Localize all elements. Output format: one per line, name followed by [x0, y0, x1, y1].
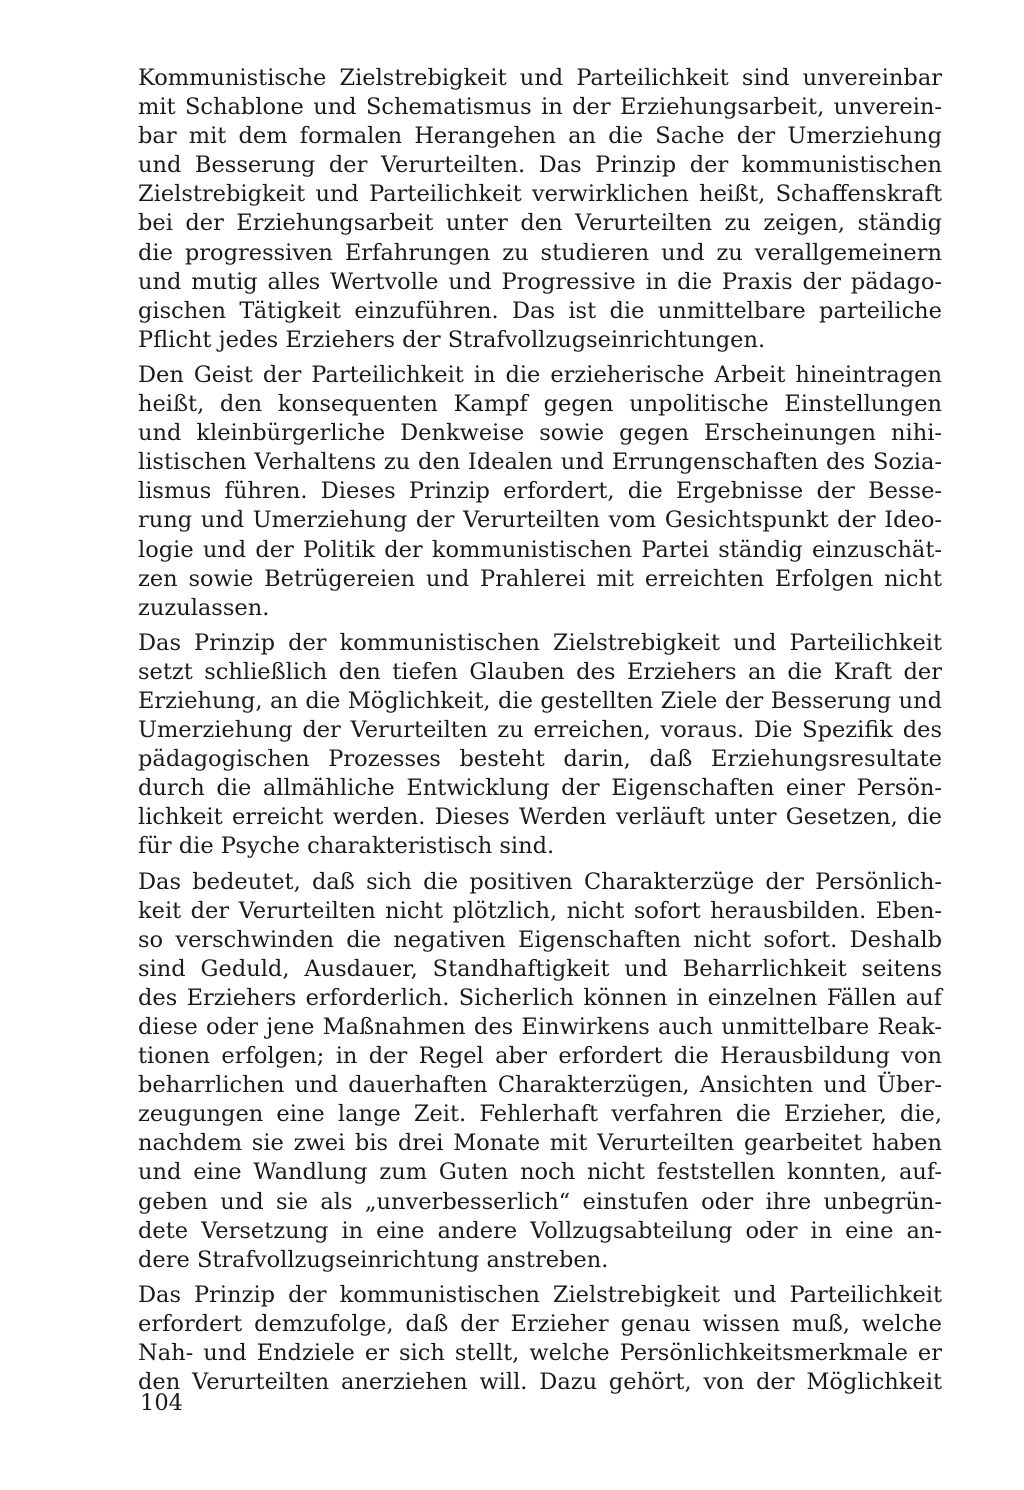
text-line: für die Psyche charakteristisch sind.	[138, 833, 555, 860]
text-line: Nah- und Endziele er sich stellt, welche Persönlichkeitsmerkmale er	[138, 1340, 942, 1367]
text-line: Kommunistische Zielstrebigkeit und Parteilichkeit sind unvereinbar	[138, 65, 942, 91]
text-line: und Besserung der Verurteilten. Das Prinzip der kommunistischen	[138, 152, 942, 179]
text-line: pädagogischen Prozesses besteht darin, daß Erziehungsresultate	[138, 746, 942, 773]
text-line: listischen Verhaltens zu den Idealen und Errungenschaften des Sozia-	[138, 449, 942, 476]
text-line: die progressiven Erfahrungen zu studieren und zu verallgemeinern	[138, 239, 942, 266]
page-number: 104	[140, 1390, 183, 1416]
text-line: Das bedeutet, daß sich die positiven Charakterzüge der Persönlich-	[138, 868, 942, 895]
text-line: erfordert demzufolge, daß der Erzieher genau wissen muß, welche	[138, 1310, 942, 1337]
text-line: des Erziehers erforderlich. Sicherlich können in einzelnen Fällen auf	[138, 984, 942, 1011]
text-line: den Verurteilten anerziehen will. Dazu gehört, von der Möglichkeit	[138, 1369, 942, 1396]
text-line: diese oder jene Maßnahmen des Einwirkens auch unmittelbare Reak-	[138, 1014, 942, 1040]
text-line: und eine Wandlung zum Guten noch nicht feststellen konnten, auf-	[138, 1159, 942, 1186]
text-line: dete Versetzung in eine andere Vollzugsabteilung oder in eine an-	[138, 1217, 942, 1244]
text-line: bar mit dem formalen Herangehen an die Sache der Umerziehung	[138, 123, 942, 150]
text-line: Umerziehung der Verurteilten zu erreichen, voraus. Die Spezifik des	[138, 717, 942, 744]
text-line: dere Strafvollzugseinrichtung anstreben.	[138, 1246, 609, 1273]
text-line: zuzulassen.	[138, 594, 270, 621]
text-line: Das Prinzip der kommunistischen Zielstrebigkeit und Parteilichkeit	[138, 1281, 942, 1308]
text-line: zeugungen eine lange Zeit. Fehlerhaft verfahren die Erzieher, die,	[138, 1101, 942, 1128]
text-line: tionen erfolgen; in der Regel aber erfordert die Herausbildung von	[138, 1043, 942, 1070]
text-line: keit der Verurteilten nicht plötzlich, nicht sofort herausbilden. Eben-	[138, 897, 942, 924]
text-line: so verschwinden die negativen Eigenschaften nicht sofort. Deshalb	[138, 926, 942, 953]
text-line: zen sowie Betrügereien und Prahlerei mit erreichten Erfolgen nicht	[138, 565, 942, 592]
paragraph-3	[138, 629, 942, 862]
text-line: logie und der Politik der kommunistischen Partei ständig einzuschät-	[138, 536, 942, 563]
page-body	[138, 64, 942, 1403]
text-line: heißt, den konsequenten Kampf gegen unpolitische Einstellungen	[138, 391, 942, 418]
text-line: und kleinbürgerliche Denkweise sowie gegen Erscheinungen nihi-	[138, 420, 942, 447]
text-line: Erziehung, an die Möglichkeit, die gestellten Ziele der Besserung und	[138, 687, 942, 714]
text-line: geben und sie als „unverbesserlich“ einstufen oder ihre unbegrün-	[138, 1188, 942, 1215]
text-line: sind Geduld, Ausdauer, Standhaftigkeit und Beharrlichkeit seitens	[138, 955, 942, 982]
text-line: rung und Umerziehung der Verurteilten vom Gesichtspunkt der Ideo-	[138, 507, 942, 534]
paragraph-5	[138, 1281, 942, 1397]
text-line: lichkeit erreicht werden. Dieses Werden verläuft unter Gesetzen, die	[138, 804, 942, 831]
text-line: und mutig alles Wertvolle und Progressive in die Praxis der pädago-	[138, 268, 942, 295]
paragraph-2	[138, 361, 942, 623]
paragraph-4	[138, 868, 942, 1275]
text-line: beharrlichen und dauerhaften Charakterzügen, Ansichten und Über-	[138, 1072, 942, 1099]
text-line: nachdem sie zwei bis drei Monate mit Verurteilten gearbeitet haben	[138, 1130, 942, 1157]
text-line: Pflicht jedes Erziehers der Strafvollzugseinrichtungen.	[138, 326, 766, 353]
text-line: gischen Tätigkeit einzuführen. Das ist die unmittelbare parteiliche	[138, 297, 942, 324]
text-line: Das Prinzip der kommunistischen Zielstrebigkeit und Parteilichkeit	[138, 629, 942, 656]
text-line: Zielstrebigkeit und Parteilichkeit verwirklichen heißt, Schaffenskraft	[138, 181, 942, 208]
text-line: durch die allmähliche Entwicklung der Eigenschaften einer Persön-	[138, 775, 942, 802]
paragraph-1	[138, 64, 942, 355]
text-line: Den Geist der Parteilichkeit in die erzieherische Arbeit hineintragen	[138, 361, 942, 388]
text-line: setzt schließlich den tiefen Glauben des Erziehers an die Kraft der	[138, 658, 942, 685]
text-line: bei der Erziehungsarbeit unter den Verurteilten zu zeigen, ständig	[138, 210, 942, 237]
text-line: mit Schablone und Schematismus in der Erziehungsarbeit, unverein-	[138, 94, 942, 121]
text-line: lismus führen. Dieses Prinzip erfordert, die Ergebnisse der Besse-	[138, 478, 942, 505]
